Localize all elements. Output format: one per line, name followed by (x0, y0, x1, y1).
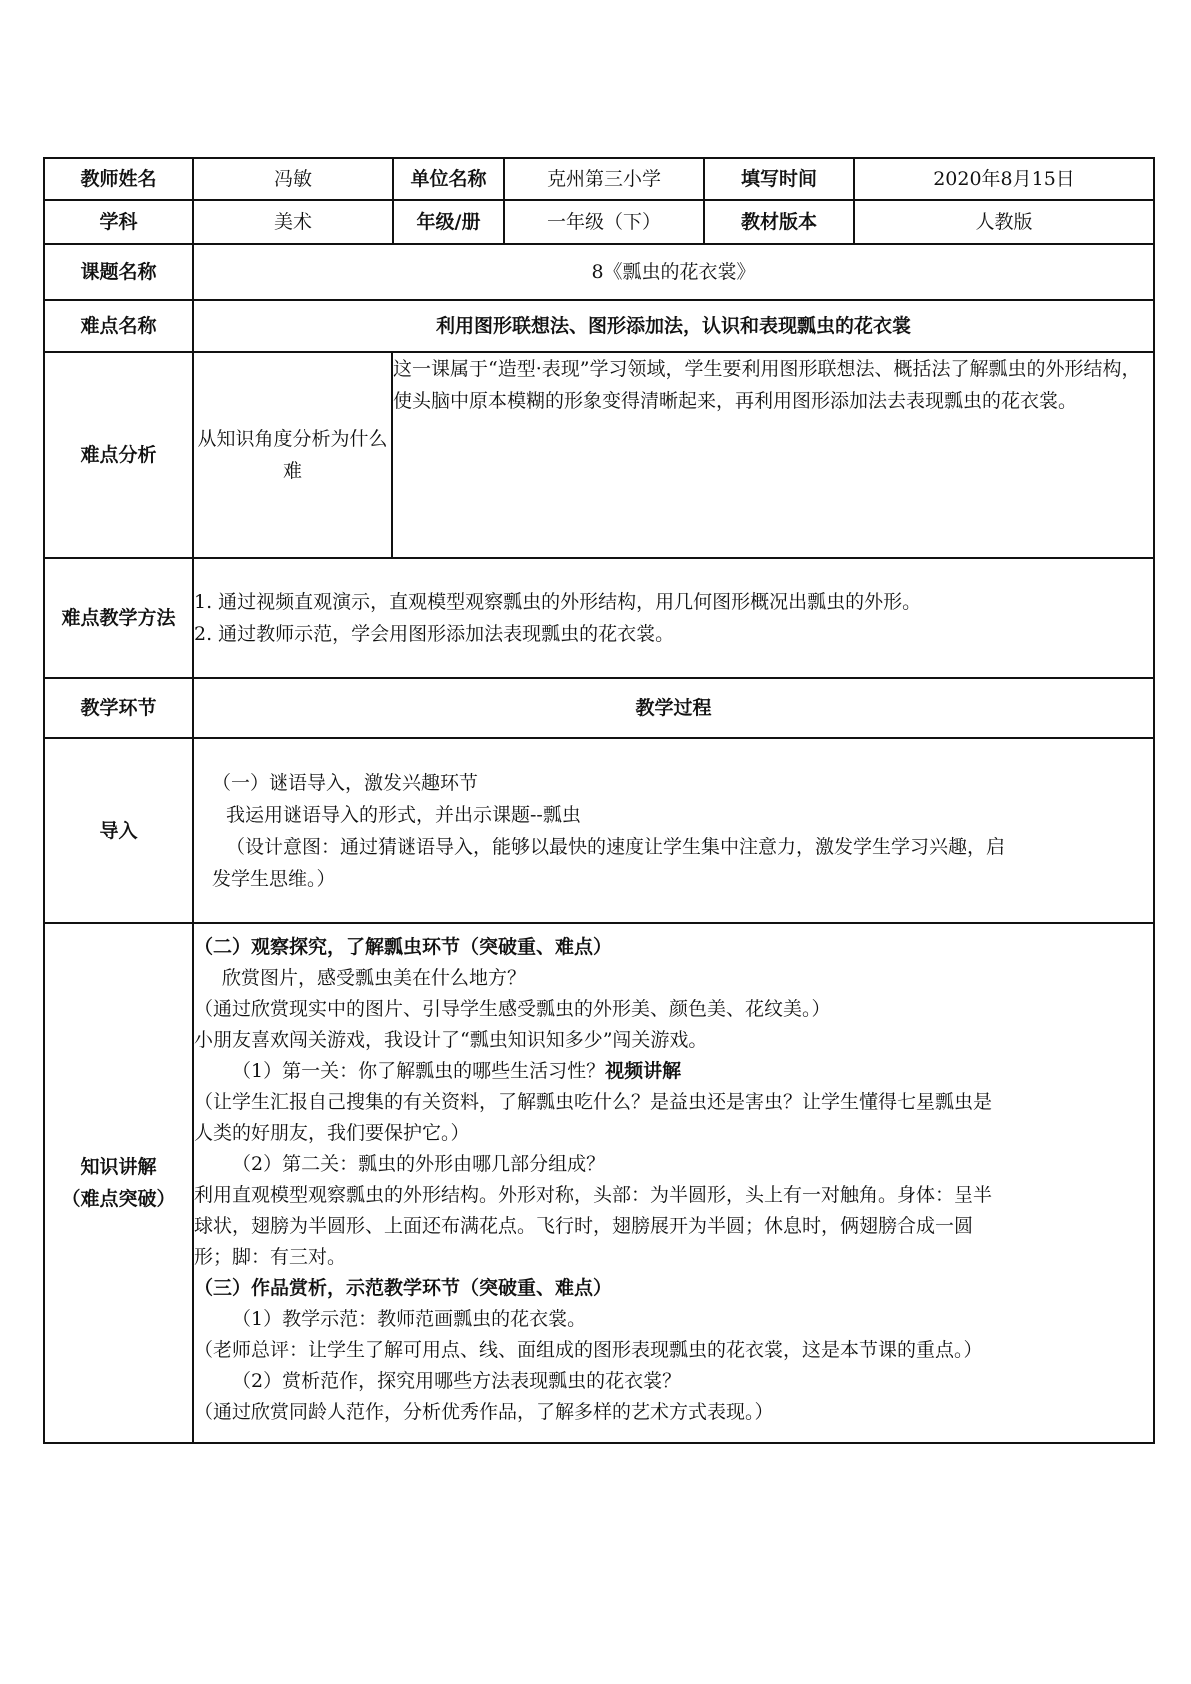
video-explain-label: 视频讲解 (605, 1060, 682, 1082)
difficulty-value: 利用图形联想法、图形添加法，认识和表现瓢虫的花衣裳 (193, 300, 1154, 352)
knowledge-line: （通过欣赏同龄人范作，分析优秀作品，了解多样的艺术方式表现。） (194, 1401, 774, 1423)
subject-value: 美术 (193, 200, 393, 244)
knowledge-line: 利用直观模型观察瓢虫的外形结构。外形对称，头部：为半圆形，头上有一对触角。身体：呈半 (194, 1184, 993, 1206)
knowledge-label (44, 923, 193, 1443)
knowledge-line: （1）教学示范：教师范画瓢虫的花衣裳。 (232, 1308, 587, 1330)
process-left-header: 教学环节 (44, 678, 193, 738)
lesson-plan-table (43, 157, 1155, 1444)
grade-label: 年级/册 (393, 200, 504, 244)
intro-label: 导入 (44, 738, 193, 923)
analysis-label: 难点分析 (44, 352, 193, 558)
knowledge-line: （2）第二关：瓢虫的外形由哪几部分组成？ (232, 1153, 606, 1175)
topic-value: 8《瓢虫的花衣裳》 (193, 244, 1154, 300)
analysis-row (44, 352, 1154, 558)
edition-label: 教材版本 (704, 200, 854, 244)
time-value: 2020年8月15日 (854, 158, 1154, 200)
knowledge-line: 小朋友喜欢闯关游戏，我设计了“瓢虫知识知多少”闯关游戏。 (194, 1029, 708, 1051)
knowledge-line: 球状，翅膀为半圆形、上面还布满花点。飞行时，翅膀展开为半圆；休息时，俩翅膀合成一圆 (194, 1215, 974, 1237)
grade-value: 一年级（下） (504, 200, 704, 244)
knowledge-label-line2: （难点突破） (61, 1188, 176, 1210)
knowledge-line: （老师总评：让学生了解可用点、线、面组成的图形表现瓢虫的花衣裳，这是本节课的重点。） (194, 1339, 983, 1361)
knowledge-question-1: （1）第一关：你了解瓢虫的哪些生活习性？ (232, 1060, 606, 1082)
intro-content (193, 738, 1154, 923)
methods-label: 难点教学方法 (44, 558, 193, 678)
intro-line: 发学生思维。） (212, 867, 336, 890)
intro-line: （一）谜语导入，激发兴趣环节 (212, 771, 479, 794)
knowledge-line: （2）赏析范作，探究用哪些方法表现瓢虫的花衣裳？ (232, 1370, 682, 1392)
methods-row (44, 558, 1154, 678)
knowledge-line: （通过欣赏现实中的图片、引导学生感受瓢虫的外形美、颜色美、花纹美。） (194, 998, 831, 1020)
knowledge-line: （三）作品赏析，示范教学环节（突破重、难点） (194, 1277, 613, 1299)
info-row-1 (44, 158, 1154, 200)
info-row-2 (44, 200, 1154, 244)
teacher-label: 教师姓名 (44, 158, 193, 200)
topic-label: 课题名称 (44, 244, 193, 300)
teacher-value: 冯敏 (193, 158, 393, 200)
intro-line: 我运用谜语导入的形式，并出示课题--瓢虫 (226, 803, 581, 826)
knowledge-line: 欣赏图片，感受瓢虫美在什么地方？ (222, 967, 527, 989)
unit-label: 单位名称 (393, 158, 504, 200)
knowledge-row (44, 923, 1154, 1443)
topic-row (44, 244, 1154, 300)
subject-label: 学科 (44, 200, 193, 244)
knowledge-line: 人类的好朋友，我们要保护它。） (194, 1122, 470, 1144)
knowledge-line (194, 1056, 1153, 1087)
knowledge-line: （二）观察探究，了解瓢虫环节（突破重、难点） (194, 936, 613, 958)
analysis-inner-table (194, 353, 1153, 557)
intro-line: （设计意图：通过猜谜语导入，能够以最快的速度让学生集中注意力，激发学生学习兴趣，启 (226, 835, 1006, 858)
edition-value: 人教版 (854, 200, 1154, 244)
knowledge-line: （让学生汇报自己搜集的有关资料，了解瓢虫吃什么？是益虫还是害虫？让学生懂得七星瓢虫是 (194, 1091, 993, 1113)
intro-row (44, 738, 1154, 923)
methods-content (193, 558, 1154, 678)
analysis-sub-label: 从知识角度分析为什么难 (194, 353, 392, 557)
knowledge-line: 形；脚：有三对。 (194, 1246, 347, 1268)
time-label: 填写时间 (704, 158, 854, 200)
analysis-content (193, 352, 1154, 558)
analysis-text: 这一课属于“造型·表现”学习领域，学生要利用图形联想法、概括法了解瓢虫的外形结构，使头脑中原本模糊的形象变得清晰起来，再利用图形添加法去表现瓢虫的花衣裳。 (393, 358, 1141, 412)
knowledge-label-line1: 知识讲解 (80, 1156, 157, 1178)
knowledge-content (193, 923, 1154, 1443)
method-item: 1. 通过视频直观演示，直观模型观察瓢虫的外形结构，用几何图形概况出瓢虫的外形。 (194, 591, 922, 613)
difficulty-label: 难点名称 (44, 300, 193, 352)
difficulty-row (44, 300, 1154, 352)
method-item: 2. 通过教师示范，学会用图形添加法表现瓢虫的花衣裳。 (194, 623, 675, 645)
process-right-header: 教学过程 (193, 678, 1154, 738)
process-header-row (44, 678, 1154, 738)
unit-value: 克州第三小学 (504, 158, 704, 200)
